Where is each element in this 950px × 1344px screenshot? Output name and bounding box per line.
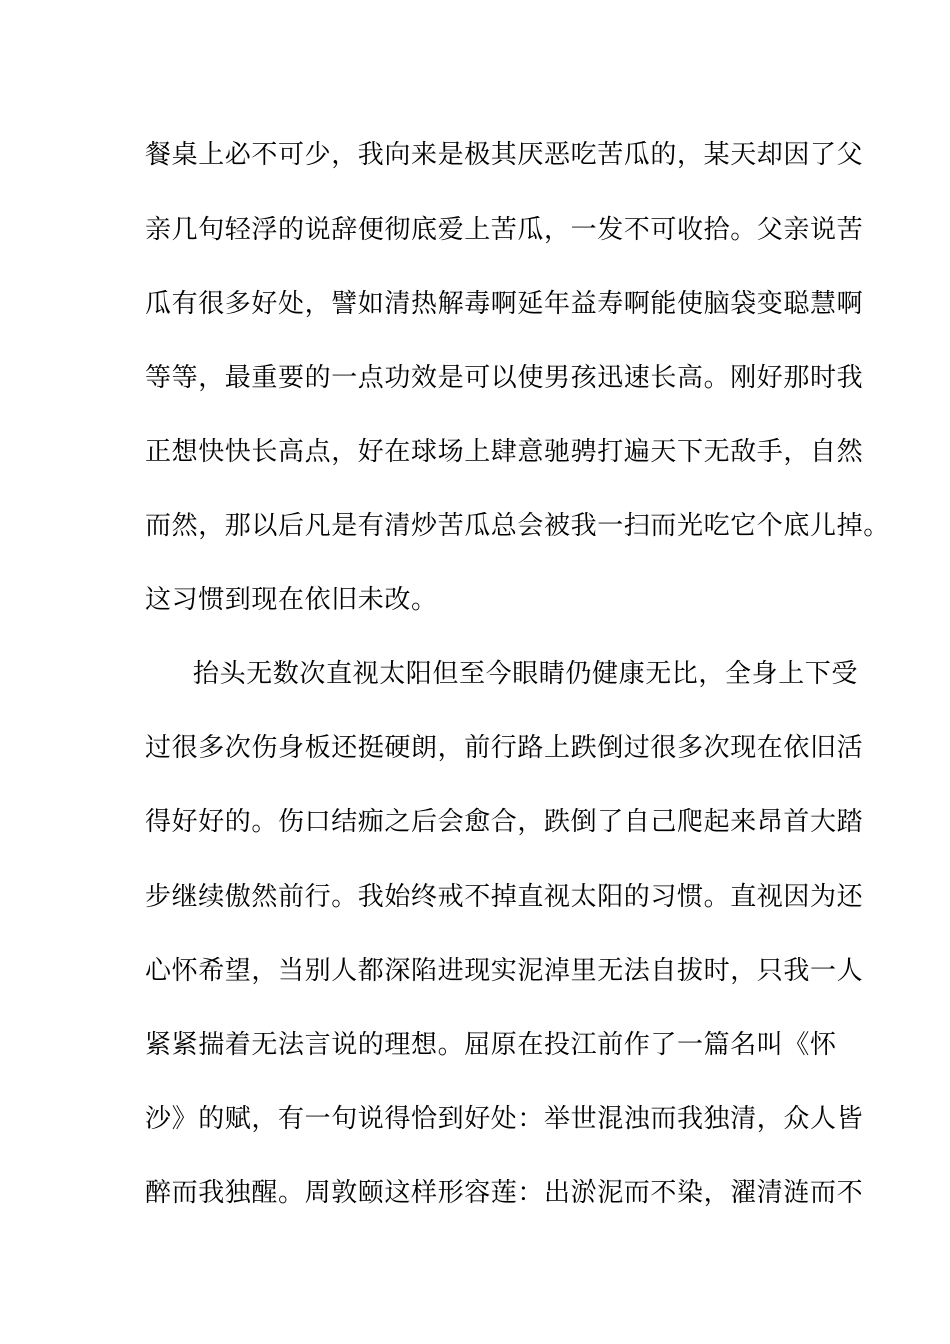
- text-line: 紧紧揣着无法言说的理想。屈原在投江前作了一篇名叫《怀: [145, 1030, 837, 1060]
- text-line: 这习惯到现在依旧未改。: [145, 585, 438, 615]
- text-line: 沙》的赋，有一句说得恰到好处：举世混浊而我独清，众人皆: [145, 1104, 864, 1134]
- text-line: 正想快快长高点，好在球场上肆意驰骋打遍天下无敌手，自然: [145, 437, 864, 467]
- text-line: 过很多次伤身板还挺硬朗，前行路上跌倒过很多次现在依旧活: [145, 733, 864, 763]
- text-line: 亲几句轻浮的说辞便彻底爱上苦瓜，一发不可收拾。父亲说苦: [145, 215, 864, 245]
- text-line: 等等，最重要的一点功效是可以使男孩迅速长高。刚好那时我: [145, 363, 864, 393]
- text-line: 步继续傲然前行。我始终戒不掉直视太阳的习惯。直视因为还: [145, 882, 864, 912]
- text-line: 餐桌上必不可少，我向来是极其厌恶吃苦瓜的，某天却因了父: [145, 140, 864, 170]
- text-line: 醉而我独醒。周敦颐这样形容莲：出淤泥而不染，濯清涟而不: [145, 1178, 864, 1208]
- text-line: 瓜有很多好处，譬如清热解毒啊延年益寿啊能使脑袋变聪慧啊: [145, 289, 864, 319]
- text-line: 心怀希望，当别人都深陷进现实泥淖里无法自拔时，只我一人: [145, 956, 864, 986]
- text-line: 得好好的。伤口结痂之后会愈合，跌倒了自己爬起来昂首大踏: [145, 807, 864, 837]
- text-line: 抬头无数次直视太阳但至今眼睛仍健康无比，全身上下受: [193, 659, 859, 689]
- text-line: 而然，那以后凡是有清炒苦瓜总会被我一扫而光吃它个底儿掉。: [145, 511, 890, 541]
